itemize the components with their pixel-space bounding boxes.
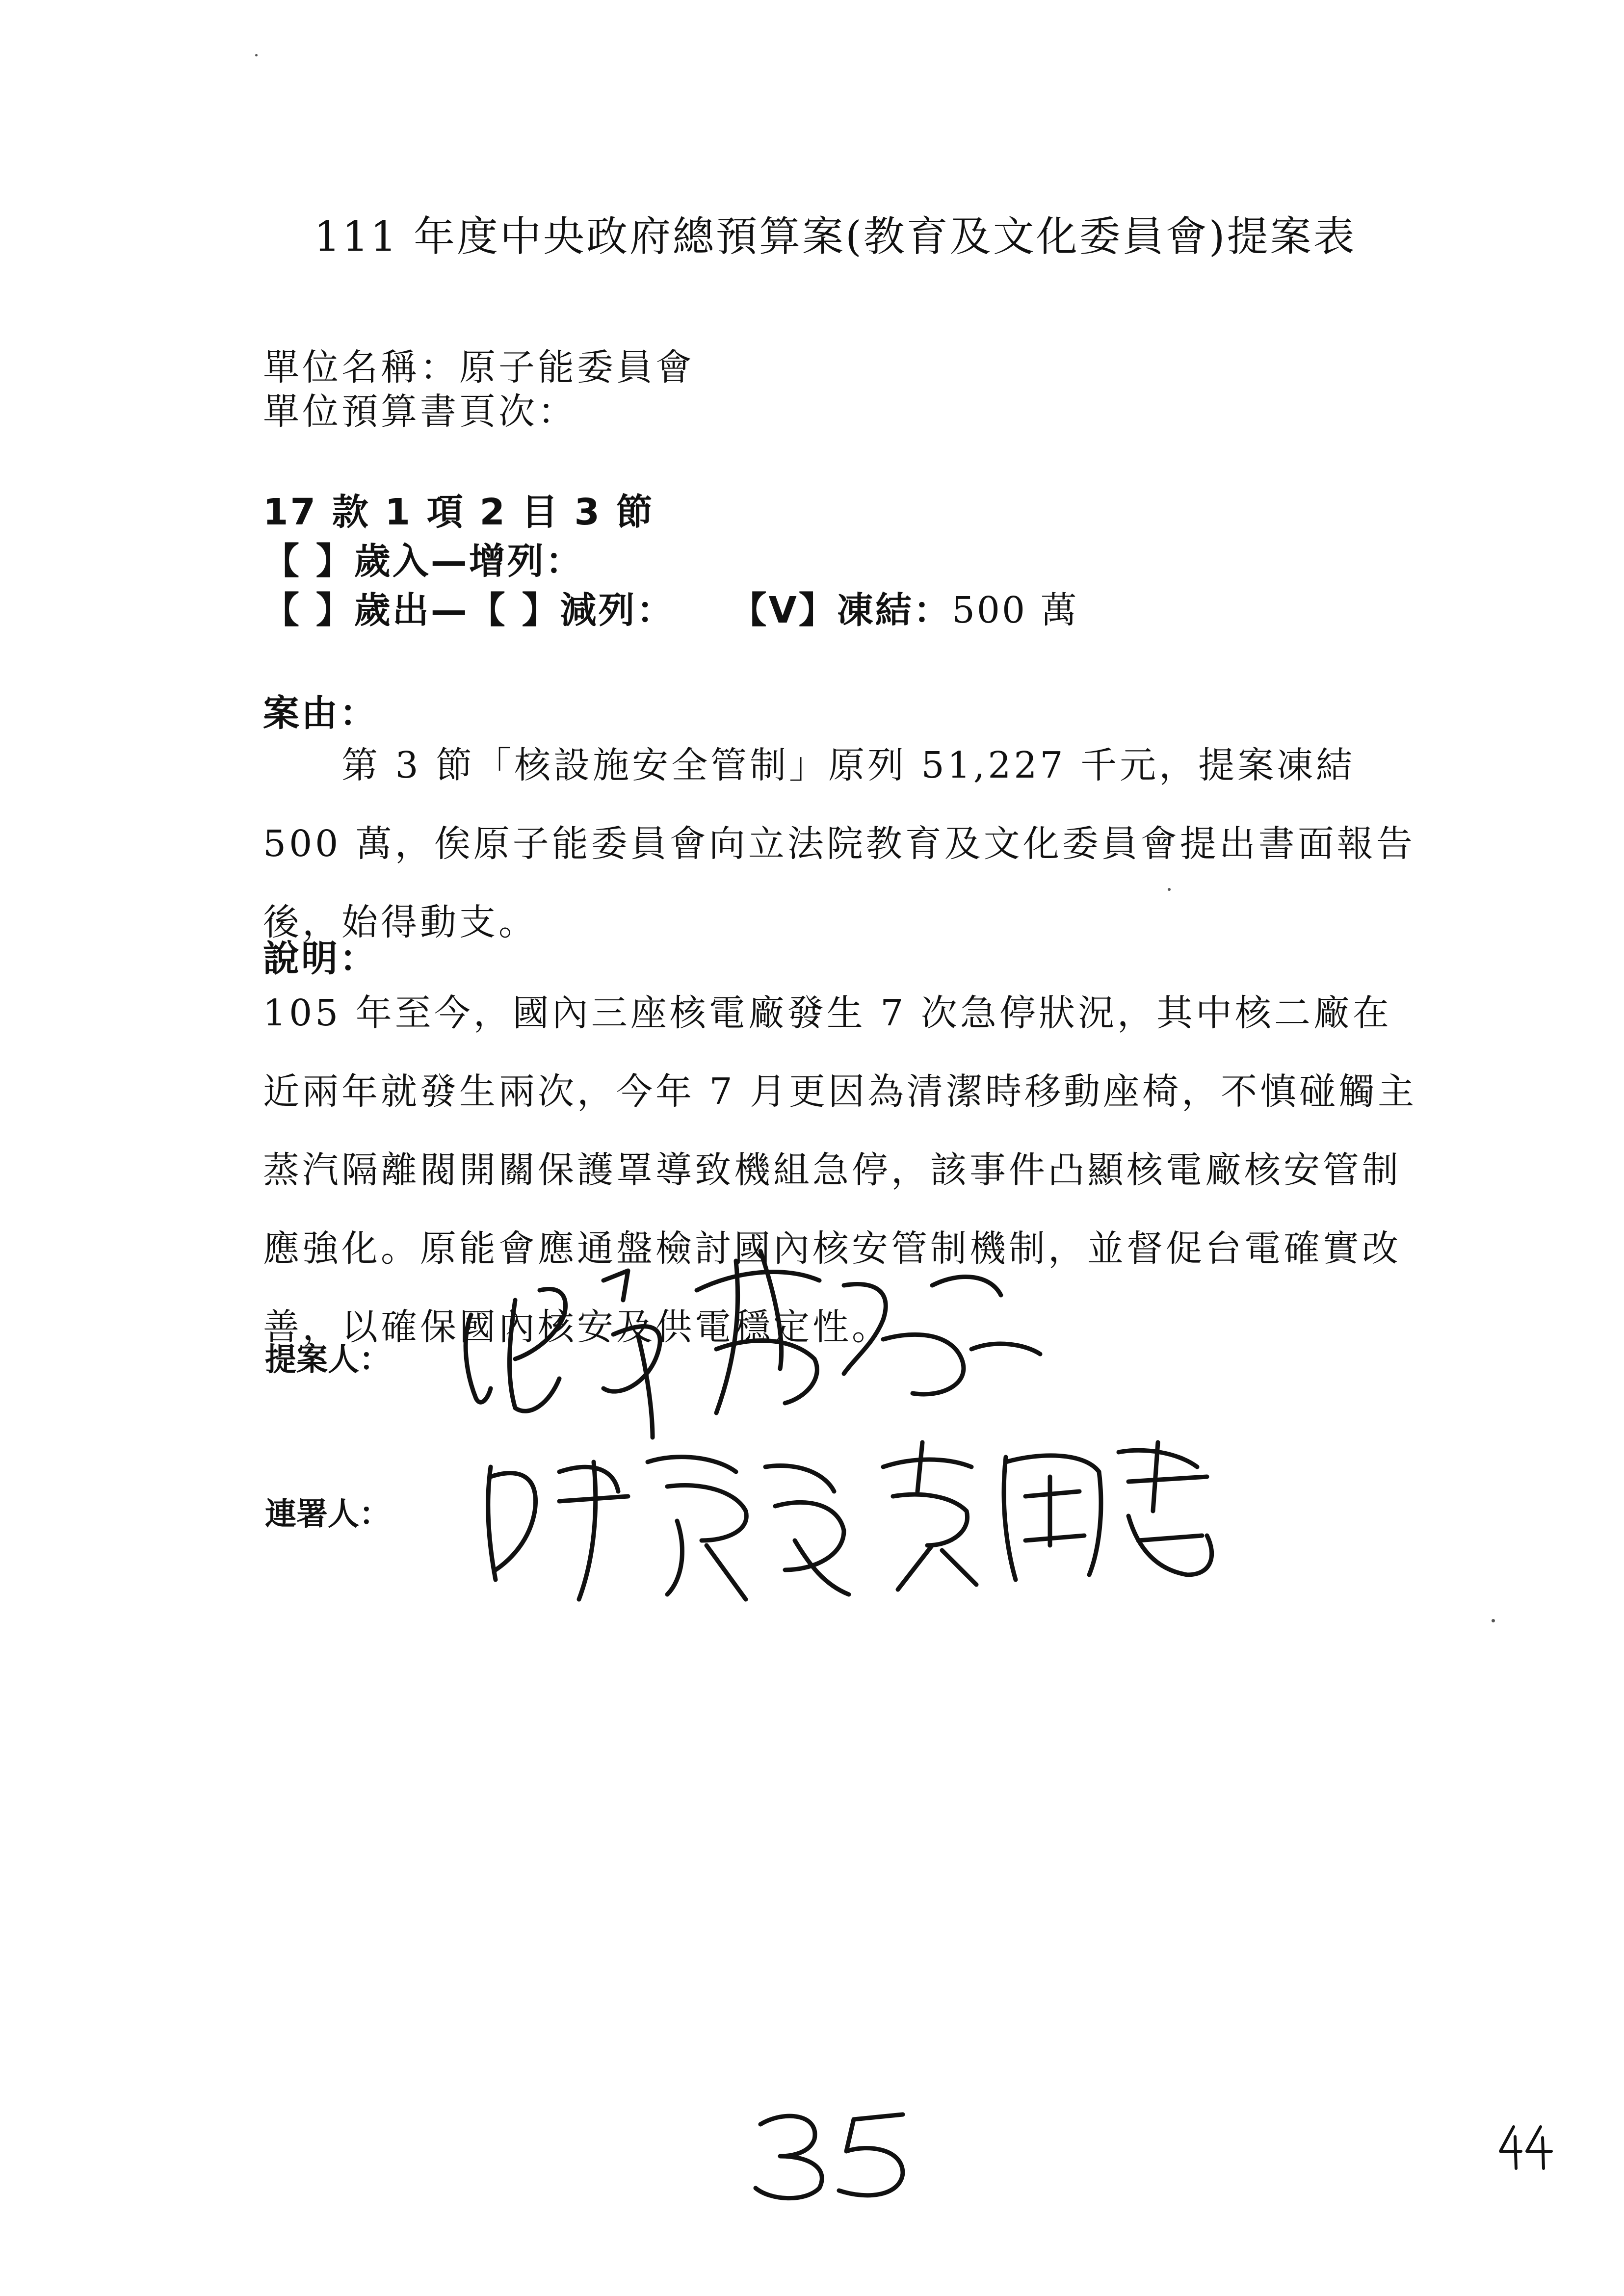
page-number-drawing	[1496, 2122, 1555, 2171]
cosigner-signature-1	[471, 1423, 864, 1609]
document-title: 111 年度中央政府總預算案(教育及文化委員會)提案表	[314, 212, 1357, 261]
explanation-text: 105 年至今，國內三座核電廠發生 7 次急停狀況，其中核二廠在近兩年就發生兩次，今年 7 月更因為清潔時移動座椅，不慎碰觸主蒸汽隔離閥開關保護罩導致機組急停，該事件凸顯核電廠核安管制應強化。原能會應通盤檢討國內核安管制機制，並督促台電確實改善，以確保國內核安及供電穩定性。	[263, 992, 1417, 1348]
scan-speck	[255, 54, 258, 56]
freeze-value: 500 萬	[951, 589, 1079, 631]
reason-heading: 案由：	[263, 692, 378, 734]
handwritten-number-drawing	[746, 2105, 932, 2203]
expenditure-label: 【 】歲出—【 】減列：	[263, 589, 675, 631]
cosigner-label: 連署人：	[265, 1496, 391, 1533]
revenue-line: 【 】歲入—增列：	[263, 540, 584, 582]
page-number	[1496, 2122, 1555, 2171]
scan-speck	[1492, 1619, 1495, 1622]
budget-section: 17 款 1 項 2 目 3 節	[263, 491, 655, 533]
freeze-label: 【V】凍結：	[748, 589, 952, 631]
proposer-signature	[442, 1212, 1079, 1447]
unit-budget-page: 單位預算書頁次：	[263, 391, 577, 433]
reason-text: 第 3 節「核設施安全管制」原列 51,227 千元，提案凍結 500 萬，俟原子能委員會向立法院教育及文化委員會提出書面報告後，始得動支。	[263, 744, 1415, 943]
explanation-heading: 說明：	[263, 938, 378, 980]
proposer-label: 提案人：	[265, 1342, 391, 1378]
unit-name: 單位名稱：原子能委員會	[263, 346, 695, 389]
handwritten-page-number	[746, 2105, 932, 2203]
cosigner-signature-2	[864, 1413, 1236, 1599]
scan-speck	[1168, 888, 1171, 891]
expenditure-freeze-line	[263, 581, 1079, 633]
